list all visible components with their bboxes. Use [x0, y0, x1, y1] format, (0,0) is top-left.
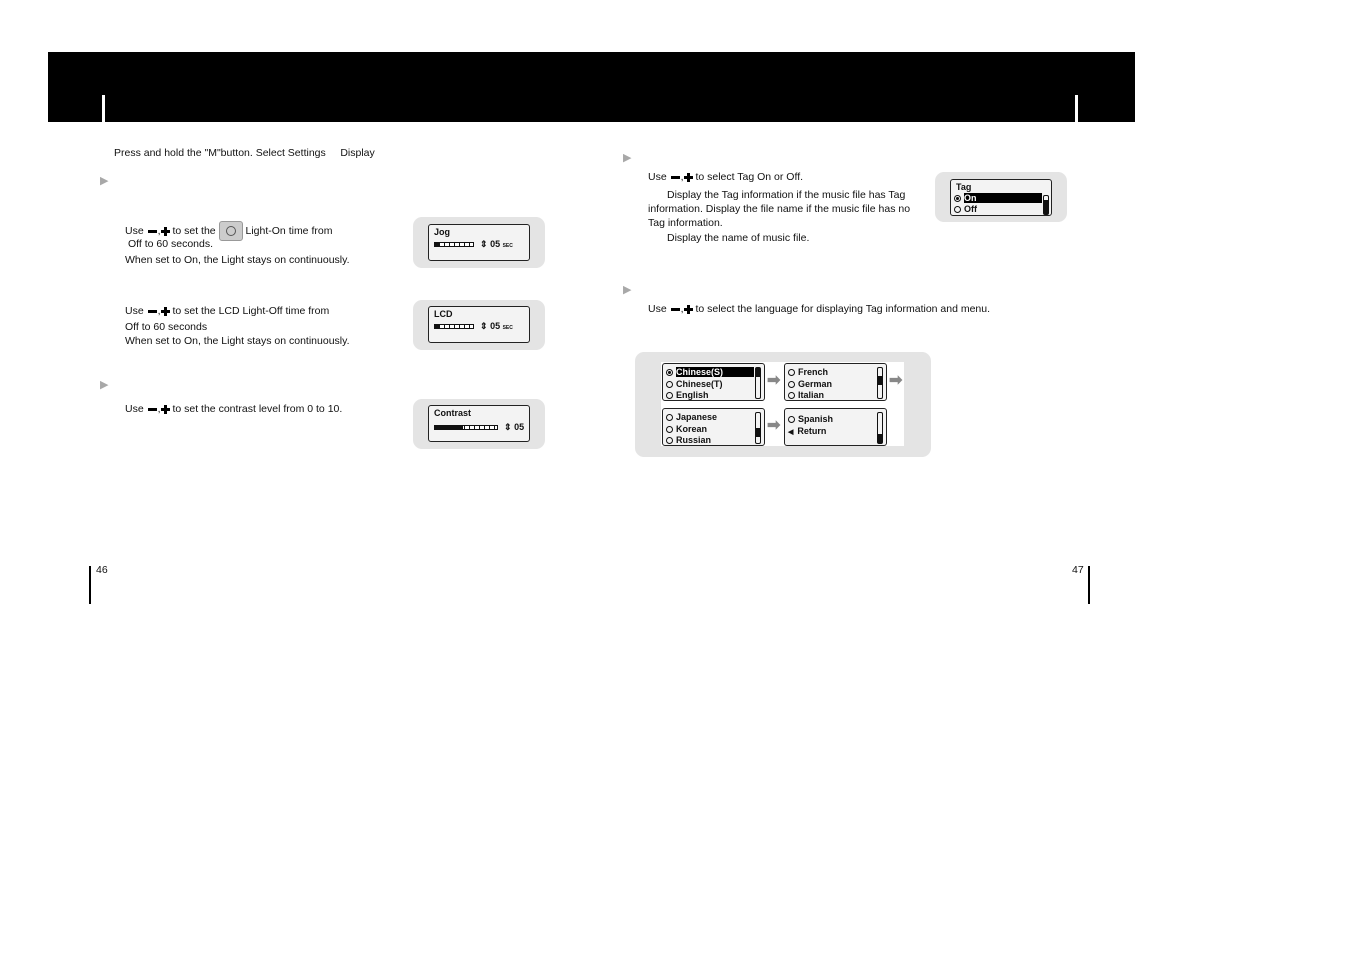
tag-lcd: [950, 179, 1052, 216]
plus-icon: [161, 227, 170, 236]
contrast-value: 05: [514, 422, 525, 432]
backlight-line2: Off to 60 seconds.: [128, 238, 214, 250]
plus-icon: [684, 173, 693, 182]
backlight-tail: Light-On time from: [245, 224, 333, 237]
left-page-number: 46: [96, 564, 108, 576]
contrast-lcd: [428, 405, 530, 442]
arrow-right-icon: ➡: [767, 417, 781, 434]
language-screen-1: [662, 363, 765, 401]
radio-icon: [788, 392, 795, 399]
jog-screen-panel: [413, 217, 545, 268]
language-option-label: German: [798, 379, 833, 389]
jog-level-bar: [434, 242, 474, 247]
tag-option-on-label: On: [964, 193, 1042, 203]
updown-arrow-icon: ⇕: [504, 422, 512, 432]
right-page-number: 47: [1072, 564, 1084, 576]
lcd-value: 05: [490, 321, 501, 331]
language-post: to select the language for displaying Tag information and menu.: [695, 303, 991, 315]
jog-lcd: [428, 224, 530, 261]
language-option-label: English: [676, 390, 709, 400]
language-option-italian: [788, 390, 824, 400]
language-option-label: Italian: [798, 390, 825, 400]
language-option-chinese-s: [666, 367, 754, 377]
left-page-marker: [89, 566, 91, 604]
radio-icon: [788, 381, 795, 388]
tag-screen-panel: [935, 172, 1067, 222]
language-use: Use: [648, 303, 667, 315]
tag-post: to select Tag On or Off.: [695, 171, 804, 183]
header-divider-right: [1075, 95, 1078, 122]
language-option-spanish: [788, 414, 833, 424]
contrast-title: Contrast: [434, 408, 472, 418]
backlight-post: to set the: [172, 224, 216, 237]
tag-desc1: Display the Tag information if the music file has Tag: [667, 189, 906, 201]
plus-icon: [161, 307, 170, 316]
triangle-right-icon: ▶: [623, 284, 632, 296]
language-option-label: Japanese: [676, 412, 718, 422]
return-arrow-icon: ◀: [788, 429, 794, 436]
backlight-use: Use: [125, 224, 144, 237]
language-option-korean: [666, 424, 707, 434]
language-option-french: [788, 367, 828, 377]
jog-title: Jog: [434, 227, 451, 237]
minus-icon: [148, 310, 157, 313]
header-divider-left: [102, 95, 105, 122]
contrast-post: to set the contrast level from 0 to 10.: [172, 403, 343, 415]
contrast-use: Use: [125, 403, 144, 415]
tag-line1: Use , to select Tag On or Off.: [648, 171, 804, 183]
tag-option-off-label: Off: [964, 204, 977, 214]
lcd-line2: Off to 60 seconds: [125, 321, 208, 333]
jog-value-row: [480, 239, 513, 250]
radio-selected-icon: [666, 369, 673, 376]
header-bar: [48, 52, 1135, 122]
jog-value: 05: [490, 239, 501, 249]
plus-icon: [161, 405, 170, 414]
lcd-title: LCD: [434, 309, 453, 319]
radio-icon: [666, 381, 673, 388]
tag-scrollbar: [1043, 195, 1049, 215]
right-page-marker: [1088, 566, 1090, 604]
contrast-line1: Use , to set the contrast level from 0 to 10.: [125, 403, 343, 415]
lcd-level-fill: [435, 325, 440, 328]
language-option-russian: [666, 435, 711, 445]
lcd-unit: SEC: [502, 325, 513, 331]
language-screen-2: [784, 363, 887, 401]
lcd-line3: When set to On, the Light stays on continuously.: [125, 335, 350, 347]
triangle-right-icon: ▶: [100, 379, 109, 391]
language-option-english: [666, 390, 709, 400]
lcd-value-row: [480, 321, 513, 332]
language-scrollbar: [755, 367, 761, 399]
language-option-chinese-t: [666, 379, 723, 389]
contrast-level-fill: [435, 426, 463, 429]
plus-icon: [684, 305, 693, 314]
minus-icon: [148, 408, 157, 411]
language-scrollbar: [877, 367, 883, 399]
tag-scroll-thumb: [1044, 200, 1048, 214]
lcd-level-bar: [434, 324, 474, 329]
language-option-label: Korean: [676, 424, 708, 434]
scroll-thumb: [756, 368, 760, 377]
minus-icon: [148, 230, 157, 233]
scroll-thumb: [878, 434, 882, 443]
language-line1: Use , to select the language for displaying Tag information and menu.: [648, 303, 991, 315]
jog-level-fill: [435, 243, 440, 246]
tag-option-off: [954, 204, 977, 214]
tag-use: Use: [648, 171, 667, 183]
radio-icon: [666, 426, 673, 433]
triangle-right-icon: ▶: [100, 175, 109, 187]
language-option-label: Return: [797, 426, 827, 436]
tag-option-on: [954, 193, 1042, 203]
radio-icon: [954, 206, 961, 213]
radio-icon: [666, 392, 673, 399]
minus-icon: [671, 176, 680, 179]
radio-icon: [788, 369, 795, 376]
language-option-label: Chinese(S): [676, 367, 754, 377]
intro-text: Press and hold the "M"button. Select Settings Display: [114, 147, 375, 159]
lcd-lcd: [428, 306, 530, 343]
language-scrollbar: [755, 412, 761, 444]
language-screen-4: [784, 408, 887, 446]
radio-selected-icon: [954, 195, 961, 202]
arrow-right-icon: ➡: [767, 372, 781, 389]
language-scrollbar: [877, 412, 883, 444]
language-option-label: Russian: [676, 435, 712, 445]
jog-unit: SEC: [502, 243, 513, 249]
language-option-german: [788, 379, 832, 389]
tag-desc4: Display the name of music file.: [667, 232, 810, 244]
backlight-line1: Use , to set the Light-On time from: [125, 221, 332, 241]
language-option-label: Spanish: [798, 414, 834, 424]
language-option-return: [788, 426, 826, 436]
tag-desc2: information. Display the file name if the music file has no: [648, 203, 911, 215]
language-option-label: French: [798, 367, 829, 377]
lcd-use: Use: [125, 305, 144, 317]
lcd-line1: Use , to set the LCD Light-Off time from: [125, 305, 330, 317]
scroll-thumb: [756, 428, 760, 437]
backlight-line3: When set to On, the Light stays on continuously.: [125, 254, 350, 266]
tag-title: Tag: [956, 182, 972, 192]
lcd-screen-panel: [413, 300, 545, 350]
radio-icon: [666, 437, 673, 444]
triangle-right-icon: ▶: [623, 152, 632, 164]
jog-icon: [219, 221, 243, 241]
updown-arrow-icon: ⇕: [480, 321, 488, 331]
radio-icon: [666, 414, 673, 421]
contrast-screen-panel: [413, 399, 545, 449]
language-screens-panel: [635, 352, 931, 457]
language-option-japanese: [666, 412, 717, 422]
scroll-thumb: [878, 376, 882, 385]
lcd-post: to set the LCD Light-Off time from: [172, 305, 330, 317]
tag-desc3: Tag information.: [648, 217, 723, 229]
language-option-label: Chinese(T): [676, 379, 723, 389]
language-screen-3: [662, 408, 765, 446]
contrast-level-bar: [434, 425, 498, 430]
updown-arrow-icon: ⇕: [480, 239, 488, 249]
arrow-right-icon: ➡: [889, 372, 903, 389]
minus-icon: [671, 308, 680, 311]
radio-icon: [788, 416, 795, 423]
contrast-value-row: [504, 422, 524, 433]
